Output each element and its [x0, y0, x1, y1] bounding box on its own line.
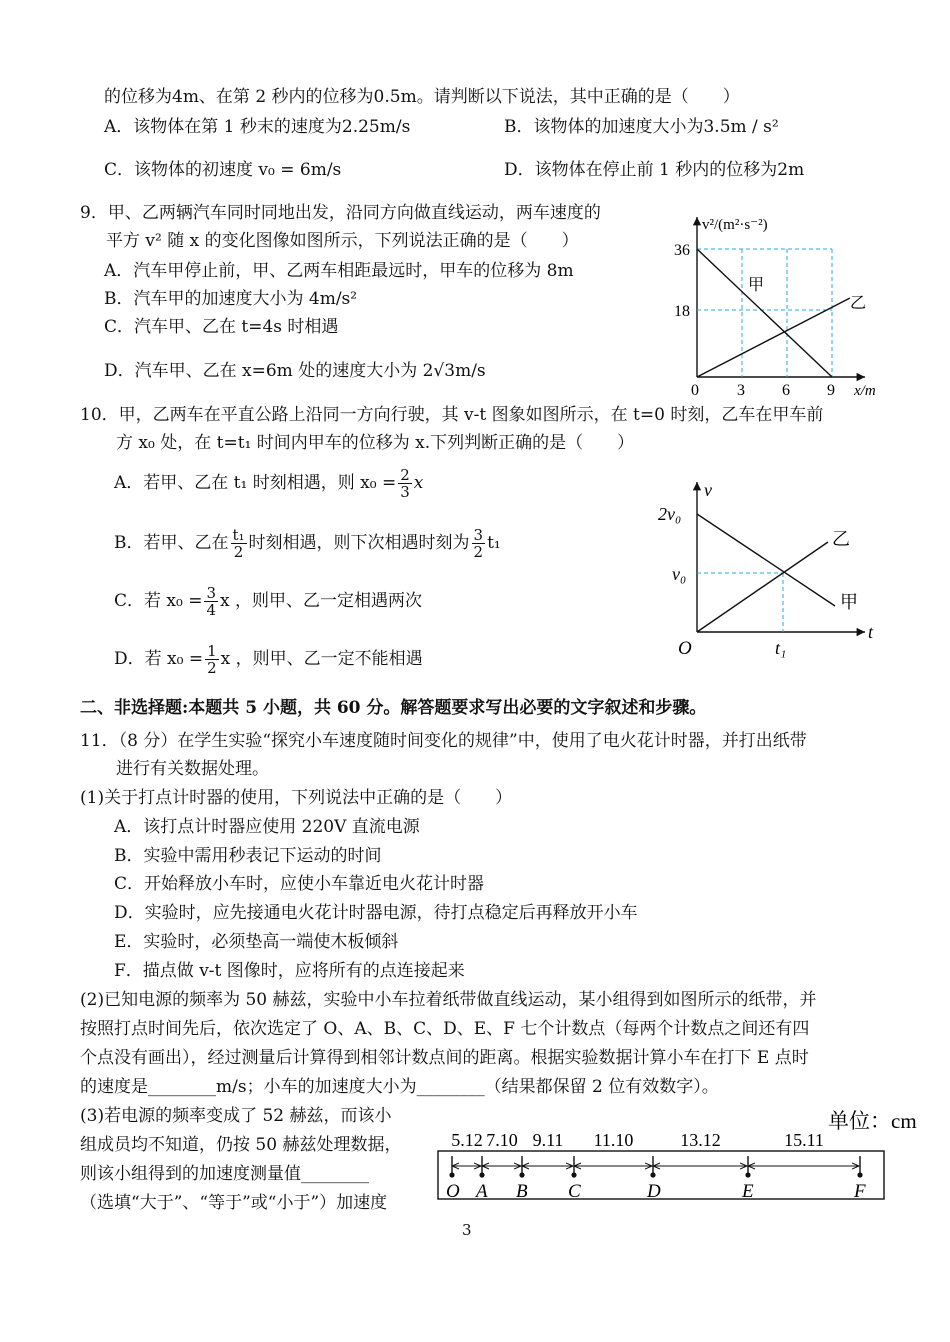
q10-stem-1: 10．甲，乙两车在平直公路上沿同一方向行驶，其 v-t 图象如图所示，在 t=0 时刻，乙车在甲车前	[80, 405, 824, 425]
q8-option-a: A．该物体在第 1 秒末的速度为2.25m/s	[104, 117, 411, 137]
q9-line-jia	[697, 249, 832, 377]
q9-stem-2: 平方 v² 随 x 的变化图像如图所示，下列说法正确的是（ ）	[106, 231, 579, 251]
q8-option-c: C．该物体的初速度 v₀ = 6m/s	[104, 160, 342, 180]
q10-line-jia	[697, 514, 835, 606]
q10-origin: O	[678, 638, 692, 659]
tape-dot-F	[857, 1172, 862, 1177]
q10-v0-label: v₀	[672, 564, 687, 584]
tape-point-A: A	[476, 1181, 488, 1202]
q10-t1-label: t₁	[775, 638, 787, 658]
q11-part-3-line-2: 组成员均不知道，仍按 50 赫兹处理数据，	[80, 1135, 402, 1155]
tape-distance-3: 11.10	[593, 1130, 634, 1150]
tape-distance-4: 13.12	[680, 1130, 721, 1150]
q11-part-3-line-3: 则该小组得到的加速度测量值________	[80, 1164, 369, 1184]
q9-ytick-18: 18	[674, 303, 690, 320]
tape-point-F: F	[854, 1181, 866, 1202]
q10-line-yi	[697, 542, 828, 632]
tape-point-C: C	[568, 1181, 581, 1202]
q11-part-2-line-3: 个点没有画出），经过测量后计算得到相邻计数点间的距离。根据实验数据计算小车在打下 E 点时	[80, 1048, 809, 1068]
tape-dot-C	[571, 1172, 576, 1177]
q11-part-3-line-1: (3)若电源的频率变成了 52 赫兹，而该小	[80, 1106, 392, 1126]
q11-stem-2: 进行有关数据处理。	[116, 759, 269, 779]
q9-option-b: B．汽车甲的加速度大小为 4m/s²	[104, 289, 358, 309]
q11-option-e: E．实验时，必须垫高一端使木板倾斜	[114, 932, 399, 952]
q9-option-d: D．汽车甲、乙在 x=6m 处的速度大小为 2√3m/s	[104, 361, 486, 381]
q9-option-c: C．汽车甲、乙在 t=4s 时相遇	[104, 317, 339, 337]
q8-option-d: D．该物体在停止前 1 秒内的位移为2m	[504, 160, 805, 180]
section-2-heading: 二、非选择题:本题共 5 小题，共 60 分。解答题要求写出必要的文字叙述和步骤。	[80, 698, 707, 718]
q9-xtick-6: 6	[782, 382, 790, 399]
q11-option-b: B．实验中需用秒表记下运动的时间	[114, 846, 382, 866]
q9-label-jia: 甲	[748, 277, 765, 294]
q11-option-d: D．实验时，应先接通电火花计时器电源，待打点稳定后再释放开小车	[114, 903, 638, 923]
tape-dot-D	[650, 1172, 655, 1177]
q9-xtick-3: 3	[737, 382, 745, 399]
q9-option-a: A．汽车甲停止前，甲、乙两车相距最远时，甲车的位移为 8m	[104, 261, 574, 281]
q9-ytick-36: 36	[674, 242, 690, 259]
q9-stem-1: 9．甲、乙两辆汽车同时同地出发，沿同方向做直线运动，两车速度的	[80, 203, 601, 223]
q11-option-f: F．描点做 v-t 图像时，应将所有的点连接起来	[114, 961, 465, 981]
tape-distance-2: 9.11	[532, 1130, 564, 1150]
tape-point-E: E	[742, 1181, 754, 1202]
q9-label-yi: 乙	[850, 295, 867, 312]
tape-unit-label: 单位：cm	[828, 1109, 917, 1133]
q10-v-label: v	[704, 480, 712, 500]
q11-part-2-line-2: 按照打点时间先后，依次选定了 O、A、B、C、D、E、F 七个计数点（每两个计数点之间还有四	[80, 1019, 810, 1039]
tape-dot-E	[745, 1172, 750, 1177]
q11-part-2-line-1: (2)已知电源的频率为 50 赫兹，实验中小车拉着纸带做直线运动，某小组得到如图所示的纸带，并	[80, 990, 817, 1010]
tape-dot-A	[479, 1172, 484, 1177]
q8-option-b: B．该物体的加速度大小为3.5m / s²	[504, 117, 779, 137]
q9-origin: 0	[691, 382, 699, 399]
page-number: 3	[462, 1221, 472, 1239]
q10-option-b: B．若甲、乙在 $\frac{\text{t₁}}{2}$ 时刻相遇，则下次相遇时刻为 $\frac{3}{2}$ t₁	[114, 526, 501, 561]
tape-point-O: O	[446, 1181, 460, 1202]
tape-point-D: D	[647, 1181, 661, 1202]
q11-option-a: A．该打点计时器应使用 220V 直流电源	[114, 817, 420, 837]
q10-stem-2: 方 x₀ 处，在 t=t₁ 时间内甲车的位移为 x.下列判断正确的是（ ）	[116, 433, 635, 453]
q9-ylabel: v²/(m²·s⁻²)	[702, 217, 768, 233]
tape-distance-5: 15.11	[784, 1130, 824, 1150]
tape-point-B: B	[516, 1181, 528, 1202]
q11-part-3-line-4: （选填“大于”、“等于”或“小于”）加速度	[80, 1193, 388, 1213]
paper-tape	[438, 1151, 884, 1199]
tape-dot-B	[519, 1172, 524, 1177]
q11-part-2-line-4: 的速度是________m/s；小车的加速度大小为________（结果都保留 2 位有效数字）。	[80, 1077, 719, 1097]
tape-distance-1: 7.10	[486, 1130, 518, 1150]
q9-v2-x-graph	[660, 205, 900, 400]
q10-label-jia: 甲	[840, 592, 858, 612]
q8-stem-tail: 的位移为4m、在第 2 秒内的位移为0.5m。请判断以下说法，其中正确的是（ ）	[104, 87, 740, 107]
q9-xlabel: x/m	[854, 383, 876, 399]
q11-option-c: C．开始释放小车时，应使小车靠近电火花计时器	[114, 874, 485, 894]
q10-v-t-graph	[650, 470, 890, 665]
q10-option-c: C．若 x₀ = $\frac{3}{4}$ x ，则甲、乙一定相遇两次	[114, 584, 423, 619]
tape-distance-0: 5.12	[451, 1130, 483, 1150]
q10-t-label: t	[868, 622, 874, 642]
q9-xtick-9: 9	[827, 382, 835, 399]
q10-option-a: A．若甲、乙在 t₁ 时刻相遇，则 x₀ = $\frac{2}{3}$ x	[114, 466, 424, 501]
q10-option-d: D．若 x₀ = $\frac{1}{2}$ x ，则甲、乙一定不能相遇	[114, 642, 423, 677]
tape-dot-O	[449, 1172, 454, 1177]
q10-2v0-label: 2v₀	[658, 504, 682, 524]
q11-paper-tape-figure	[430, 1100, 930, 1210]
q11-stem-1: 11．（8 分）在学生实验“探究小车速度随时间变化的规律”中，使用了电火花计时器，并打出纸带	[80, 731, 807, 751]
q10-label-yi: 乙	[832, 529, 850, 549]
q11-part-1: (1)关于打点计时器的使用，下列说法中正确的是（ ）	[80, 788, 513, 808]
